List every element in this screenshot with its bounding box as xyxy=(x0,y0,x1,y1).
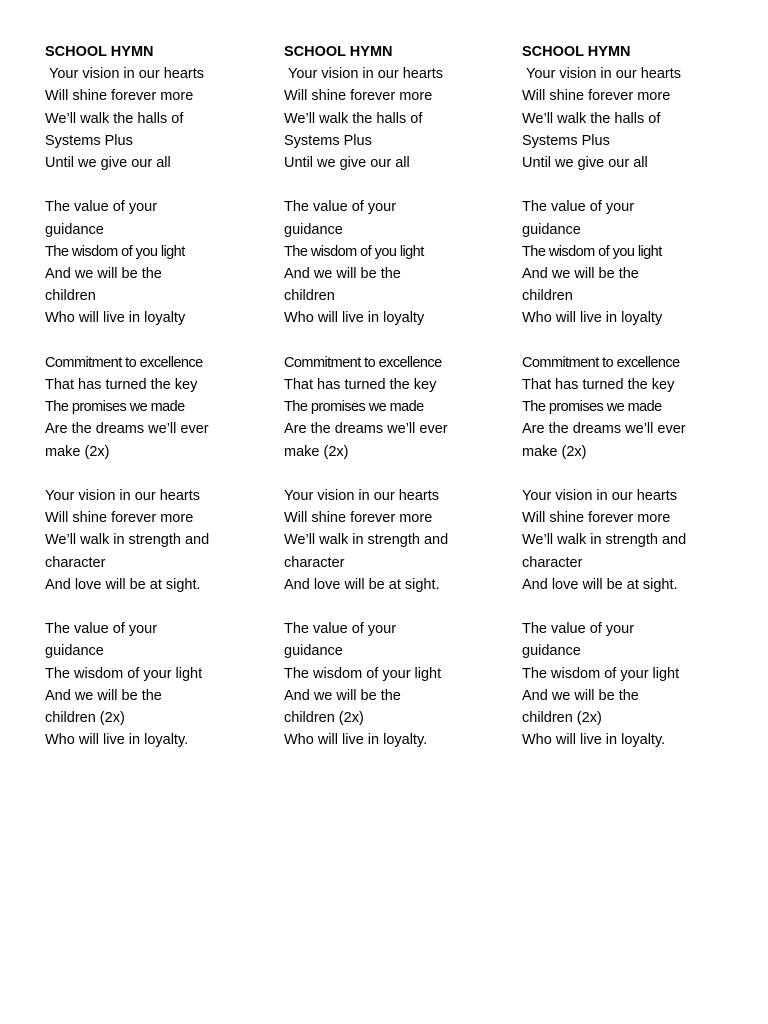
hymn-line: That has turned the key xyxy=(284,377,437,394)
hymn-title: SCHOOL HYMN xyxy=(284,44,393,60)
stanza-3 xyxy=(45,352,275,463)
hymn-line: And we will be the xyxy=(522,266,639,283)
hymn-line: guidance xyxy=(45,221,104,238)
hymn-line: And we will be the xyxy=(284,266,401,283)
hymn-line: make (2x) xyxy=(284,443,349,460)
hymn-line: That has turned the key xyxy=(45,377,198,394)
hymn-line: Systems Plus xyxy=(284,132,372,149)
stanza-2 xyxy=(522,196,752,329)
hymn-line: guidance xyxy=(522,221,581,238)
hymn-line: The wisdom of you light xyxy=(284,243,424,260)
hymn-line: We’ll walk in strength and xyxy=(284,532,449,549)
hymn-column-3 xyxy=(522,41,752,751)
hymn-line: The wisdom of your light xyxy=(284,665,442,682)
hymn-line: The value of your xyxy=(284,199,397,216)
hymn-line: And we will be the xyxy=(45,687,162,704)
hymn-line: make (2x) xyxy=(522,443,587,460)
hymn-line: Will shine forever more xyxy=(45,510,194,527)
hymn-line: Your vision in our hearts xyxy=(49,66,205,83)
hymn-line: The promises we made xyxy=(522,399,662,416)
hymn-line: children (2x) xyxy=(284,710,364,727)
hymn-line: The promises we made xyxy=(45,399,185,416)
stanza-5 xyxy=(284,618,514,751)
stanza-3 xyxy=(522,352,752,463)
stanza-2 xyxy=(284,196,514,329)
hymn-line: And love will be at sight. xyxy=(284,576,440,593)
stanza-2 xyxy=(45,196,275,329)
hymn-line: children xyxy=(284,288,335,305)
hymn-line: character xyxy=(45,554,106,571)
hymn-line: Who will live in loyalty. xyxy=(284,732,428,749)
hymn-line: The wisdom of you light xyxy=(45,243,185,260)
hymn-line: And we will be the xyxy=(522,687,639,704)
hymn-column-2 xyxy=(284,41,514,751)
hymn-line: Will shine forever more xyxy=(522,510,671,527)
hymn-line: Who will live in loyalty xyxy=(45,310,186,327)
hymn-line: children xyxy=(522,288,573,305)
stanza-3 xyxy=(284,352,514,463)
hymn-line: Until we give our all xyxy=(45,155,171,172)
stanza-1 xyxy=(284,63,514,174)
hymn-line: guidance xyxy=(284,643,343,660)
hymn-line: Your vision in our hearts xyxy=(284,488,440,505)
hymn-title: SCHOOL HYMN xyxy=(522,44,631,60)
hymn-line: Will shine forever more xyxy=(45,88,194,105)
hymn-line: children xyxy=(45,288,96,305)
hymn-line: Are the dreams we’ll ever xyxy=(284,421,448,438)
hymn-line: We’ll walk in strength and xyxy=(522,532,687,549)
hymn-line: Commitment to excellence xyxy=(45,354,203,371)
hymn-line: We’ll walk the halls of xyxy=(284,110,423,127)
hymn-column-1 xyxy=(45,41,275,751)
hymn-line: The wisdom of you light xyxy=(522,243,662,260)
hymn-line: Are the dreams we’ll ever xyxy=(45,421,209,438)
stanza-5 xyxy=(522,618,752,751)
hymn-line: Will shine forever more xyxy=(284,88,433,105)
hymn-line: The value of your xyxy=(45,199,158,216)
hymn-line: Until we give our all xyxy=(522,155,648,172)
hymn-line: children (2x) xyxy=(522,710,602,727)
hymn-line: character xyxy=(284,554,345,571)
hymn-line: Your vision in our hearts xyxy=(522,488,678,505)
hymn-line: Commitment to excellence xyxy=(284,354,442,371)
hymn-line: And love will be at sight. xyxy=(522,576,678,593)
stanza-4 xyxy=(522,485,752,596)
hymn-line: character xyxy=(522,554,583,571)
stanza-1 xyxy=(522,63,752,174)
hymn-line: That has turned the key xyxy=(522,377,675,394)
hymn-line: We’ll walk the halls of xyxy=(45,110,184,127)
hymn-line: And we will be the xyxy=(284,687,401,704)
hymn-line: Until we give our all xyxy=(284,155,410,172)
hymn-line: guidance xyxy=(45,643,104,660)
hymn-line: The wisdom of your light xyxy=(522,665,680,682)
hymn-line: guidance xyxy=(284,221,343,238)
hymn-line: The promises we made xyxy=(284,399,424,416)
hymn-line: Who will live in loyalty. xyxy=(45,732,189,749)
hymn-line: Are the dreams we’ll ever xyxy=(522,421,686,438)
hymn-line: Will shine forever more xyxy=(522,88,671,105)
hymn-line: Will shine forever more xyxy=(284,510,433,527)
hymn-line: make (2x) xyxy=(45,443,110,460)
hymn-line: Systems Plus xyxy=(522,132,610,149)
hymn-line: The value of your xyxy=(522,199,635,216)
hymn-line: Who will live in loyalty. xyxy=(522,732,666,749)
stanza-4 xyxy=(284,485,514,596)
hymn-line: guidance xyxy=(522,643,581,660)
hymn-line: Commitment to excellence xyxy=(522,354,680,371)
hymn-line: Your vision in our hearts xyxy=(526,66,682,83)
hymn-line: The value of your xyxy=(284,621,397,638)
stanza-4 xyxy=(45,485,275,596)
hymn-line: The wisdom of your light xyxy=(45,665,203,682)
hymn-line: And love will be at sight. xyxy=(45,576,201,593)
hymn-line: Your vision in our hearts xyxy=(45,488,201,505)
hymn-line: Your vision in our hearts xyxy=(288,66,444,83)
hymn-line: The value of your xyxy=(522,621,635,638)
stanza-5 xyxy=(45,618,275,751)
hymn-line: We’ll walk in strength and xyxy=(45,532,210,549)
hymn-line: Who will live in loyalty xyxy=(284,310,425,327)
hymn-line: The value of your xyxy=(45,621,158,638)
hymn-line: And we will be the xyxy=(45,266,162,283)
hymn-line: Systems Plus xyxy=(45,132,133,149)
hymn-line: children (2x) xyxy=(45,710,125,727)
stanza-1 xyxy=(45,63,275,174)
hymn-line: Who will live in loyalty xyxy=(522,310,663,327)
hymn-title: SCHOOL HYMN xyxy=(45,44,154,60)
hymn-line: We’ll walk the halls of xyxy=(522,110,661,127)
